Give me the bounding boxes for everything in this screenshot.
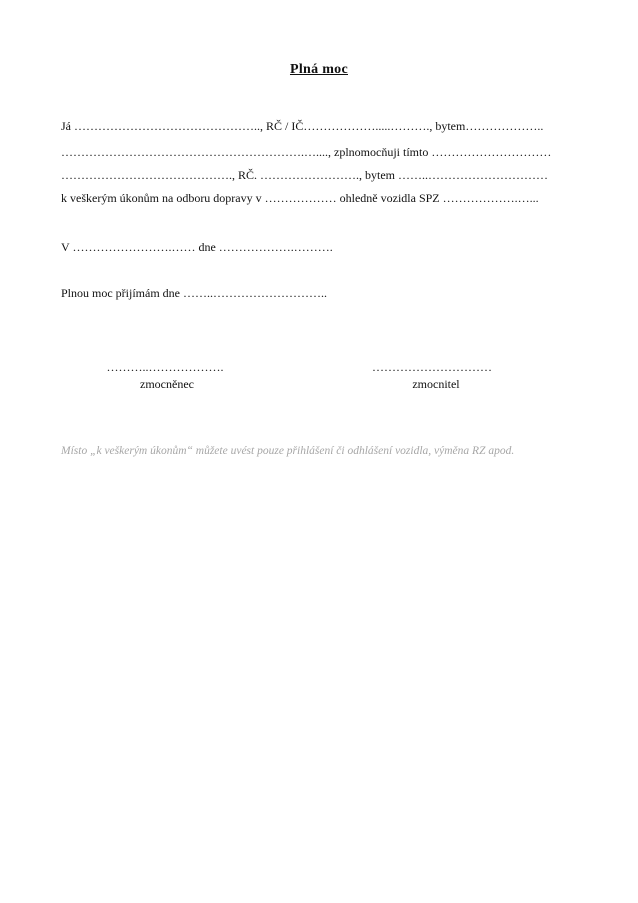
text-line-scope: k veškerým úkonům na odboru dopravy v ……………… ohledně vozidla SPZ ……………….…... [61,191,539,205]
text-line-principal: Já ……………………………………….., RČ / IČ……………….....………., bytem……………….. [61,119,544,133]
text-line-authorization: …………………………………………………….…...., zplnomocňuji tímto ………………………… [61,145,552,159]
signature-principal [362,360,502,392]
signature-label-agent: zmocněnec [140,377,194,391]
text-line-agent: ……………………………………., RČ. ……………………., bytem ……..………………………… [61,168,549,182]
signature-label-principal: zmocnitel [412,377,460,391]
text-line-place-date: V …………………….…… dne ……………….………. [61,240,333,254]
signature-line: ………………………… [372,360,492,374]
document-title: Plná moc [289,62,348,77]
text-line-acceptance: Plnou moc přijímám dne ……..……………………….. [61,286,327,300]
instruction-note: Místo „k veškerým úkonům“ můžete uvést pouze přihlášení či odhlášení vozidla, výměna RZ apod. [61,445,515,457]
signature-line: ………..………………. [106,360,224,374]
signature-agent [95,360,235,392]
